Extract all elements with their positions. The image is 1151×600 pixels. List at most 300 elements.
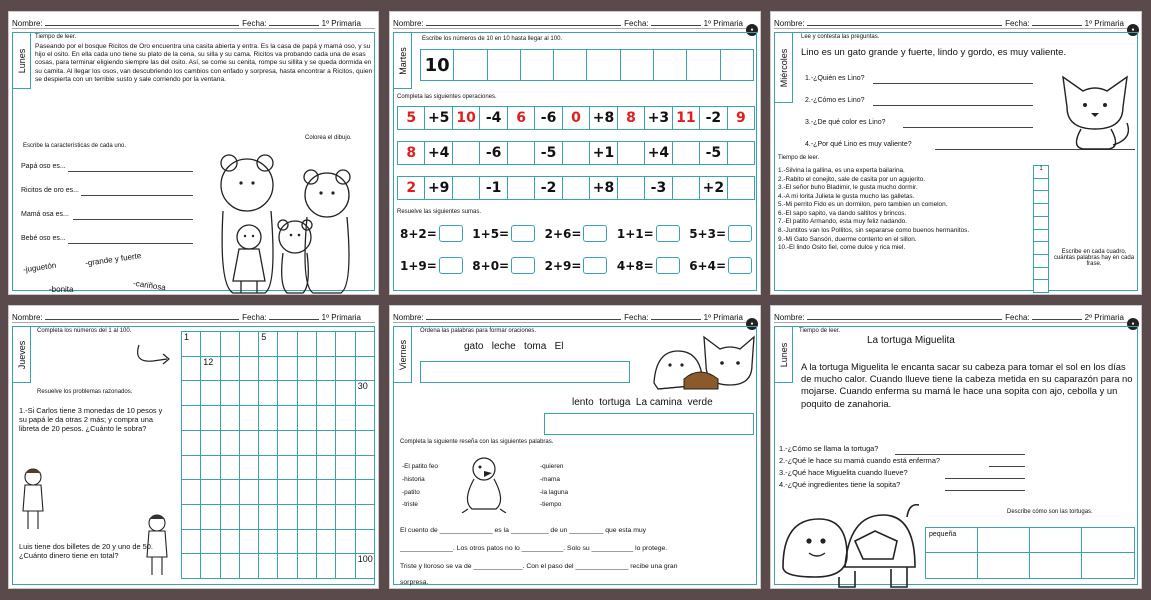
hundred-cell[interactable] (278, 381, 297, 406)
sum-item (617, 257, 680, 274)
instruction: Tiempo de leer. (799, 328, 841, 334)
cat-illustration (1053, 67, 1137, 151)
hundred-cell[interactable] (240, 530, 259, 555)
hundred-cell[interactable] (298, 431, 317, 456)
hundred-cell[interactable] (336, 431, 355, 456)
sum-item (689, 257, 752, 274)
word-count-cell[interactable] (1034, 255, 1048, 268)
name-line (426, 319, 621, 320)
hundred-cell[interactable] (317, 357, 336, 382)
hundred-cell[interactable] (240, 480, 259, 505)
sum-answer-box[interactable] (439, 257, 463, 274)
hundred-cell[interactable] (259, 357, 278, 382)
sum-item (545, 257, 608, 274)
date-label: Fecha: (242, 313, 267, 322)
hundred-cell[interactable] (201, 505, 220, 530)
describe-cell[interactable] (1030, 553, 1082, 578)
hundred-cell[interactable] (221, 431, 240, 456)
reading-sentence: 6.-El sapo sapito, va dando saltitos y brincos. (778, 209, 907, 217)
hundred-cell[interactable] (278, 456, 297, 481)
operation-operator-cell: +8 (590, 107, 617, 129)
hundred-cell[interactable] (182, 431, 201, 456)
hundred-cell[interactable] (317, 505, 336, 530)
sum-answer-box[interactable] (511, 225, 535, 242)
operation-value-cell[interactable] (618, 142, 645, 164)
operation-value-cell: 11 (673, 107, 700, 129)
word-bank-item: -patito (402, 488, 420, 496)
word-bank-item: -historia (402, 475, 425, 483)
hundred-cell[interactable] (336, 456, 355, 481)
grade-label: 1º Primaria (703, 19, 743, 28)
operation-value-cell[interactable] (563, 142, 590, 164)
sum-answer-box[interactable] (656, 257, 680, 274)
hundred-cell[interactable] (259, 456, 278, 481)
brand-logo: ● (746, 318, 758, 330)
worksheet-body (393, 326, 757, 585)
describe-table[interactable] (925, 527, 1135, 579)
reading-sentence: 9.-Mi Gato Sansón, duerme contento en el sillon. (778, 235, 917, 243)
sums-row-1 (400, 225, 752, 242)
word-bank-item: -tiempo (540, 501, 562, 509)
sum-item (617, 225, 680, 242)
answer-line[interactable] (895, 454, 1025, 455)
sum-answer-box[interactable] (728, 257, 752, 274)
word-count-cell[interactable] (1034, 280, 1048, 292)
operation-value-cell[interactable] (728, 177, 754, 199)
question-4: 4.-¿Por qué Lino es muy valiente? (805, 141, 912, 148)
tens-cell[interactable] (621, 50, 654, 80)
answer-line[interactable] (989, 466, 1025, 467)
brand-logo: ● (1127, 318, 1139, 330)
tens-cell[interactable] (521, 50, 554, 80)
hundred-cell[interactable] (240, 505, 259, 530)
hundred-cell[interactable] (336, 406, 355, 431)
hundred-cell[interactable] (201, 530, 220, 555)
sum-expression: 2+6= (544, 226, 582, 241)
word-bank-item: -la laguna (540, 488, 569, 496)
name-line (426, 25, 621, 26)
instruction-operations: Completa las siguientes operaciones. (397, 94, 497, 100)
sum-answer-box[interactable] (583, 257, 607, 274)
answer-line[interactable] (873, 83, 1033, 84)
hundred-cell[interactable] (317, 530, 336, 555)
hundred-cell[interactable] (317, 381, 336, 406)
story-text: Paseando por el bosque Ricitos de Oro encuentra una casita abierta y entra. Es la casa de papá y mamá oso, y su hijo el osito. En ella cada uno tiene su plato de la cena, su silla y su cama. Ricitos va probando cada una de esas cosas, para terminar eligiendo siempre las del osito. Así, se come su cenita, rompe su sillita y se queda dormida en su camita. Al llegar los osos, van descubriendo los cambios con enfado y sorpresa, hasta encontrar a Ricitos, quien se despierta con un terrible susto y sale corriendo por la ventana. (35, 43, 373, 83)
grade-label: 2º Primaria (1084, 313, 1124, 322)
worksheet-body (12, 326, 375, 585)
hundred-cell[interactable] (259, 406, 278, 431)
date-label: Fecha: (1005, 19, 1030, 28)
hundred-cell[interactable] (259, 480, 278, 505)
reading-sentence: 8.-Juntitos van los Pollitos, sin separarse como buenos hermanitos. (778, 227, 970, 235)
hundred-cell[interactable] (298, 456, 317, 481)
duckling-illustration (456, 453, 512, 513)
worksheet-body (393, 32, 757, 291)
hundred-cell[interactable] (259, 505, 278, 530)
arrow-icon (133, 341, 173, 367)
operation-value-cell[interactable] (673, 142, 700, 164)
instruction: Lee y contesta las preguntas. (801, 34, 880, 40)
word-count-cell[interactable] (1034, 191, 1048, 204)
hundred-cell[interactable]: 1 (182, 332, 201, 357)
day-tab (13, 33, 31, 89)
worksheet-thursday-numbers (8, 305, 379, 589)
day-label: Jueves (16, 340, 27, 369)
hundred-cell[interactable] (317, 554, 336, 579)
operation-value-cell: 10 (453, 107, 480, 129)
hundred-cell[interactable] (356, 480, 375, 505)
words-set-2: lento tortuga La camina verde (572, 397, 713, 408)
hundred-cell[interactable] (278, 357, 297, 382)
date-label: Fecha: (624, 313, 649, 322)
reading-sentence: 2.-Rabito el conejito, sale de casita por un agujerito. (778, 175, 926, 183)
word-count-cell[interactable] (1034, 217, 1048, 230)
reading-sentence: 5.-Mi perrito Fido es un dormilon, pero tambien un comelon. (778, 201, 948, 209)
operation-value-cell[interactable] (508, 177, 535, 199)
hundred-cell[interactable] (201, 332, 220, 357)
word-count-cell[interactable]: 1 (1034, 166, 1048, 179)
describe-cell[interactable] (978, 528, 1030, 553)
day-label: Lunes (16, 48, 27, 73)
answer-line[interactable] (73, 219, 193, 220)
operation-operator-cell: -2 (700, 107, 727, 129)
worksheet-header (774, 15, 1138, 29)
sentence-answer-box-1[interactable] (420, 361, 630, 383)
sum-expression: 5+3= (689, 226, 726, 241)
word-count-cell[interactable] (1034, 230, 1048, 243)
describe-instruction: Describe cómo son las tortugas. (1007, 509, 1093, 515)
sum-expression: 6+4= (689, 258, 726, 273)
hundred-cell[interactable] (182, 505, 201, 530)
worksheet-header (12, 309, 375, 323)
hundred-cell[interactable] (336, 530, 355, 555)
hundred-cell[interactable] (201, 480, 220, 505)
hundred-cell[interactable] (240, 554, 259, 579)
word-carinosa: -cariñosa (132, 278, 167, 293)
operation-value-cell[interactable] (563, 177, 590, 199)
worksheet-monday-ricitos (8, 11, 379, 295)
lino-sentence: Lino es un gato grande y fuerte, lindo y gordo, es muy valiente. (801, 47, 1067, 58)
hundred-cell[interactable] (182, 381, 201, 406)
hundred-cell[interactable] (278, 332, 297, 357)
hundred-cell[interactable] (356, 332, 375, 357)
sum-item (472, 225, 535, 242)
describe-cell[interactable]: pequeña (926, 528, 978, 553)
word-count-cell[interactable] (1034, 242, 1048, 255)
hundred-cell[interactable] (182, 480, 201, 505)
hundred-cell[interactable] (221, 505, 240, 530)
name-line (807, 319, 1002, 320)
operation-value-cell: 6 (508, 107, 535, 129)
grade-label: 1º Primaria (1084, 19, 1124, 28)
cloze-line-4: sorpresa. (400, 579, 429, 586)
name-label: Nombre: (774, 19, 805, 28)
prompt-ricitos: Ricitos de oro es... (21, 187, 79, 194)
operation-operator-cell: +8 (590, 177, 617, 199)
word-count-cell[interactable] (1034, 268, 1048, 281)
counter-note: Escribe en cada cuadro, cuántas palabras hay en cada frase. (1053, 249, 1135, 267)
name-line (807, 25, 1002, 26)
operations-row-2 (397, 141, 755, 165)
describe-cell[interactable] (926, 553, 978, 578)
word-bank-item: -El patito feo (402, 463, 438, 470)
name-line (45, 25, 239, 26)
date-line (269, 25, 319, 26)
describe-cell[interactable] (1082, 553, 1134, 578)
question-3: 3.-¿De qué color es Lino? (805, 119, 886, 126)
word-count-cell[interactable] (1034, 204, 1048, 217)
hundred-cell[interactable] (259, 530, 278, 555)
hundred-cell[interactable] (356, 357, 375, 382)
hundred-cell[interactable] (182, 406, 201, 431)
hundred-cell[interactable] (182, 357, 201, 382)
operation-operator-cell: +4 (425, 142, 452, 164)
hundred-cell[interactable] (356, 505, 375, 530)
worksheet-header (393, 15, 757, 29)
hundred-cell[interactable] (221, 406, 240, 431)
color-instruction: Colorea el dibujo. (305, 135, 352, 141)
question-4: 4.-¿Qué ingredientes tiene la sopita? (779, 480, 901, 489)
word-count-column[interactable] (1033, 165, 1049, 293)
hundred-cell[interactable]: 100 (356, 554, 375, 579)
tens-cell[interactable] (721, 50, 753, 80)
hundred-cell[interactable] (298, 554, 317, 579)
tens-cell[interactable] (587, 50, 620, 80)
hundred-cell[interactable] (259, 381, 278, 406)
answer-line[interactable] (945, 478, 1025, 479)
tens-cell[interactable] (687, 50, 720, 80)
operation-value-cell[interactable] (728, 142, 754, 164)
describe-cell[interactable] (978, 553, 1030, 578)
operation-value-cell: 8 (618, 107, 645, 129)
hundred-cell[interactable] (298, 530, 317, 555)
answer-line[interactable] (81, 195, 193, 196)
question-1: 1.-¿Quién es Lino? (805, 75, 865, 82)
hundred-cell[interactable] (317, 406, 336, 431)
reading-sentence: 10.-El lindo Osito fiel, come dulce y rica miel. (778, 244, 906, 252)
word-count-cell[interactable] (1034, 179, 1048, 192)
sums-row-2 (400, 257, 752, 274)
sum-item (400, 225, 463, 242)
hundred-cell[interactable] (336, 332, 355, 357)
word-jugueton: -juguetón (22, 260, 57, 275)
operation-operator-cell: +5 (425, 107, 452, 129)
hundred-cell[interactable] (182, 530, 201, 555)
describe-cell[interactable] (1030, 528, 1082, 553)
tens-cell[interactable] (454, 50, 487, 80)
grade-label: 1º Primaria (703, 313, 743, 322)
date-line (651, 319, 701, 320)
date-label: Fecha: (624, 19, 649, 28)
tens-cell[interactable] (554, 50, 587, 80)
story-text: A la tortuga Miguelita le encanta sacar su cabeza para tomar el sol en los días de mucho calor. Cuando llueve tiene la cabeza metida en su caparazón para no mojarse. Cuando enferma su mamá le hace una sopita con ajo, cebolla y un poquito de zanahoria. (801, 361, 1133, 409)
name-label: Nombre: (774, 313, 805, 322)
hundred-cell[interactable] (356, 530, 375, 555)
hundred-cell[interactable]: 5 (259, 332, 278, 357)
hundred-cell[interactable] (182, 554, 201, 579)
hundred-cell[interactable] (336, 505, 355, 530)
hundred-cell[interactable] (317, 431, 336, 456)
hundred-cell[interactable] (336, 381, 355, 406)
operation-operator-cell: +4 (645, 142, 672, 164)
word-bank-item: -triste (402, 501, 418, 509)
answer-line[interactable] (68, 243, 193, 244)
sum-answer-box[interactable] (511, 257, 535, 274)
sum-answer-box[interactable] (728, 225, 752, 242)
hundred-cell[interactable] (298, 381, 317, 406)
hundred-cell[interactable] (278, 431, 297, 456)
operation-operator-cell: +2 (700, 177, 727, 199)
prompt-papa: Papá oso es... (21, 163, 66, 170)
sum-expression: 1+9= (400, 258, 437, 273)
date-line (1032, 319, 1082, 320)
answer-line[interactable] (873, 105, 1033, 106)
operation-operator-cell: -4 (480, 107, 507, 129)
hundred-cell[interactable] (240, 456, 259, 481)
hundred-cell[interactable] (240, 332, 259, 357)
brand-logo: ● (746, 24, 758, 36)
hundred-cell[interactable] (240, 357, 259, 382)
date-line (1032, 25, 1082, 26)
hundred-cell[interactable] (240, 381, 259, 406)
word-grande: -grande y fuerte (84, 251, 142, 268)
hundred-cell[interactable] (201, 456, 220, 481)
hundred-cell[interactable] (278, 530, 297, 555)
worksheet-monday-turtle (770, 305, 1142, 589)
operation-operator-cell: -3 (645, 177, 672, 199)
operation-operator-cell: -2 (535, 177, 562, 199)
answer-line[interactable] (945, 490, 1025, 491)
sum-expression: 8+2= (400, 226, 437, 241)
hundred-cell[interactable] (336, 357, 355, 382)
operation-value-cell[interactable] (508, 142, 535, 164)
hundred-cell[interactable] (221, 554, 240, 579)
hundred-cell[interactable] (356, 456, 375, 481)
hundred-cell[interactable] (240, 406, 259, 431)
day-tab (394, 327, 412, 383)
story-title: La tortuga Miguelita (867, 335, 955, 346)
hundred-cell[interactable] (240, 431, 259, 456)
sum-item (472, 257, 535, 274)
hundred-cell[interactable] (317, 332, 336, 357)
sum-answer-box[interactable] (439, 225, 463, 242)
date-label: Fecha: (1005, 313, 1030, 322)
hundred-cell[interactable] (317, 480, 336, 505)
instruction-sums: Resuelve las siguientes sumas. (397, 209, 482, 215)
turtle-illustration (779, 497, 919, 589)
hundred-cell[interactable] (221, 480, 240, 505)
bears-family-illustration (209, 145, 371, 295)
hundred-cell[interactable] (356, 431, 375, 456)
reading-sentence: 3.-El señor buho Bladimir, le gusta mucho dormir. (778, 184, 918, 192)
describe-cell[interactable] (1082, 528, 1134, 553)
operation-value-cell[interactable] (453, 177, 480, 199)
operation-operator-cell: -6 (480, 142, 507, 164)
hundred-cell[interactable] (356, 406, 375, 431)
operation-value-cell[interactable] (618, 177, 645, 199)
hundred-cell[interactable] (298, 332, 317, 357)
hundred-chart-grid[interactable] (181, 331, 375, 579)
grade-label: 1º Primaria (321, 313, 361, 322)
hundred-cell[interactable] (336, 480, 355, 505)
word-bank-item: -quieren (540, 463, 564, 470)
operation-value-cell: 0 (563, 107, 590, 129)
hundred-cell[interactable] (298, 505, 317, 530)
hundred-cell[interactable] (298, 357, 317, 382)
hundred-cell[interactable] (298, 480, 317, 505)
worksheet-wednesday-reading (770, 11, 1142, 295)
instruction: Tiempo de leer. (35, 34, 77, 40)
hundred-cell[interactable] (278, 480, 297, 505)
hundred-cell[interactable] (298, 406, 317, 431)
hundred-cell[interactable] (317, 456, 336, 481)
sum-expression: 4+8= (616, 258, 654, 273)
sum-item (400, 257, 463, 274)
hundred-cell[interactable] (278, 505, 297, 530)
question-3: 3.-¿Qué hace Miguelita cuando llueve? (779, 468, 908, 477)
brand-logo: ● (1127, 24, 1139, 36)
problem-2: Luis tiene dos billetes de 20 y uno de 50.¿Cuánto dinero tiene en total? (19, 542, 153, 560)
sentence-answer-box-2[interactable] (544, 413, 754, 435)
hundred-cell[interactable] (201, 406, 220, 431)
hundred-cell[interactable] (201, 554, 220, 579)
operation-operator-cell: -5 (535, 142, 562, 164)
worksheet-body (12, 32, 375, 294)
instruction-review: Completa la siguiente reseña con las siguientes palabras. (400, 439, 554, 445)
hundred-cell[interactable] (221, 381, 240, 406)
hundred-cell[interactable] (221, 357, 240, 382)
hundred-cell[interactable] (221, 530, 240, 555)
prompt-mama: Mamá osa es... (21, 211, 69, 218)
hundred-cell[interactable]: 12 (201, 357, 220, 382)
sum-expression: 1+1= (616, 226, 654, 241)
operation-operator-cell: +1 (590, 142, 617, 164)
sum-answer-box[interactable] (583, 225, 607, 242)
day-tab (13, 327, 31, 383)
hundred-cell[interactable] (259, 431, 278, 456)
word-bank-left (402, 461, 438, 512)
operation-value-cell[interactable] (673, 177, 700, 199)
hundred-cell[interactable] (221, 332, 240, 357)
hundred-cell[interactable] (259, 554, 278, 579)
hundred-cell[interactable] (201, 381, 220, 406)
hundred-cell[interactable] (278, 406, 297, 431)
name-line (45, 319, 239, 320)
hundred-cell[interactable] (201, 431, 220, 456)
hundred-cell[interactable] (221, 456, 240, 481)
sentence-list (778, 167, 1036, 253)
day-label: Martes (397, 46, 408, 75)
problem-1: 1.-Si Carlos tiene 3 monedas de 10 pesos y su papá le da otras 2 más; y compra una libreta de 20 pesos. ¿Cuánto le sobra? (19, 406, 163, 433)
hundred-cell[interactable]: 30 (356, 381, 375, 406)
hundred-cell[interactable] (278, 554, 297, 579)
operation-value-cell[interactable] (453, 142, 480, 164)
hundred-cell[interactable] (336, 554, 355, 579)
tens-cell[interactable]: 10 (421, 50, 454, 80)
worksheet-header (393, 309, 757, 323)
operation-operator-cell: +9 (425, 177, 452, 199)
answer-line[interactable] (903, 127, 1033, 128)
grade-label: 1º Primaria (321, 19, 361, 28)
answer-line[interactable] (68, 171, 193, 172)
day-tab (394, 33, 412, 89)
operation-operator-cell: -1 (480, 177, 507, 199)
tens-cell[interactable] (488, 50, 521, 80)
day-label: Viernes (397, 339, 408, 370)
tens-cell[interactable] (654, 50, 687, 80)
sum-answer-box[interactable] (656, 225, 680, 242)
hundred-cell[interactable] (182, 456, 201, 481)
